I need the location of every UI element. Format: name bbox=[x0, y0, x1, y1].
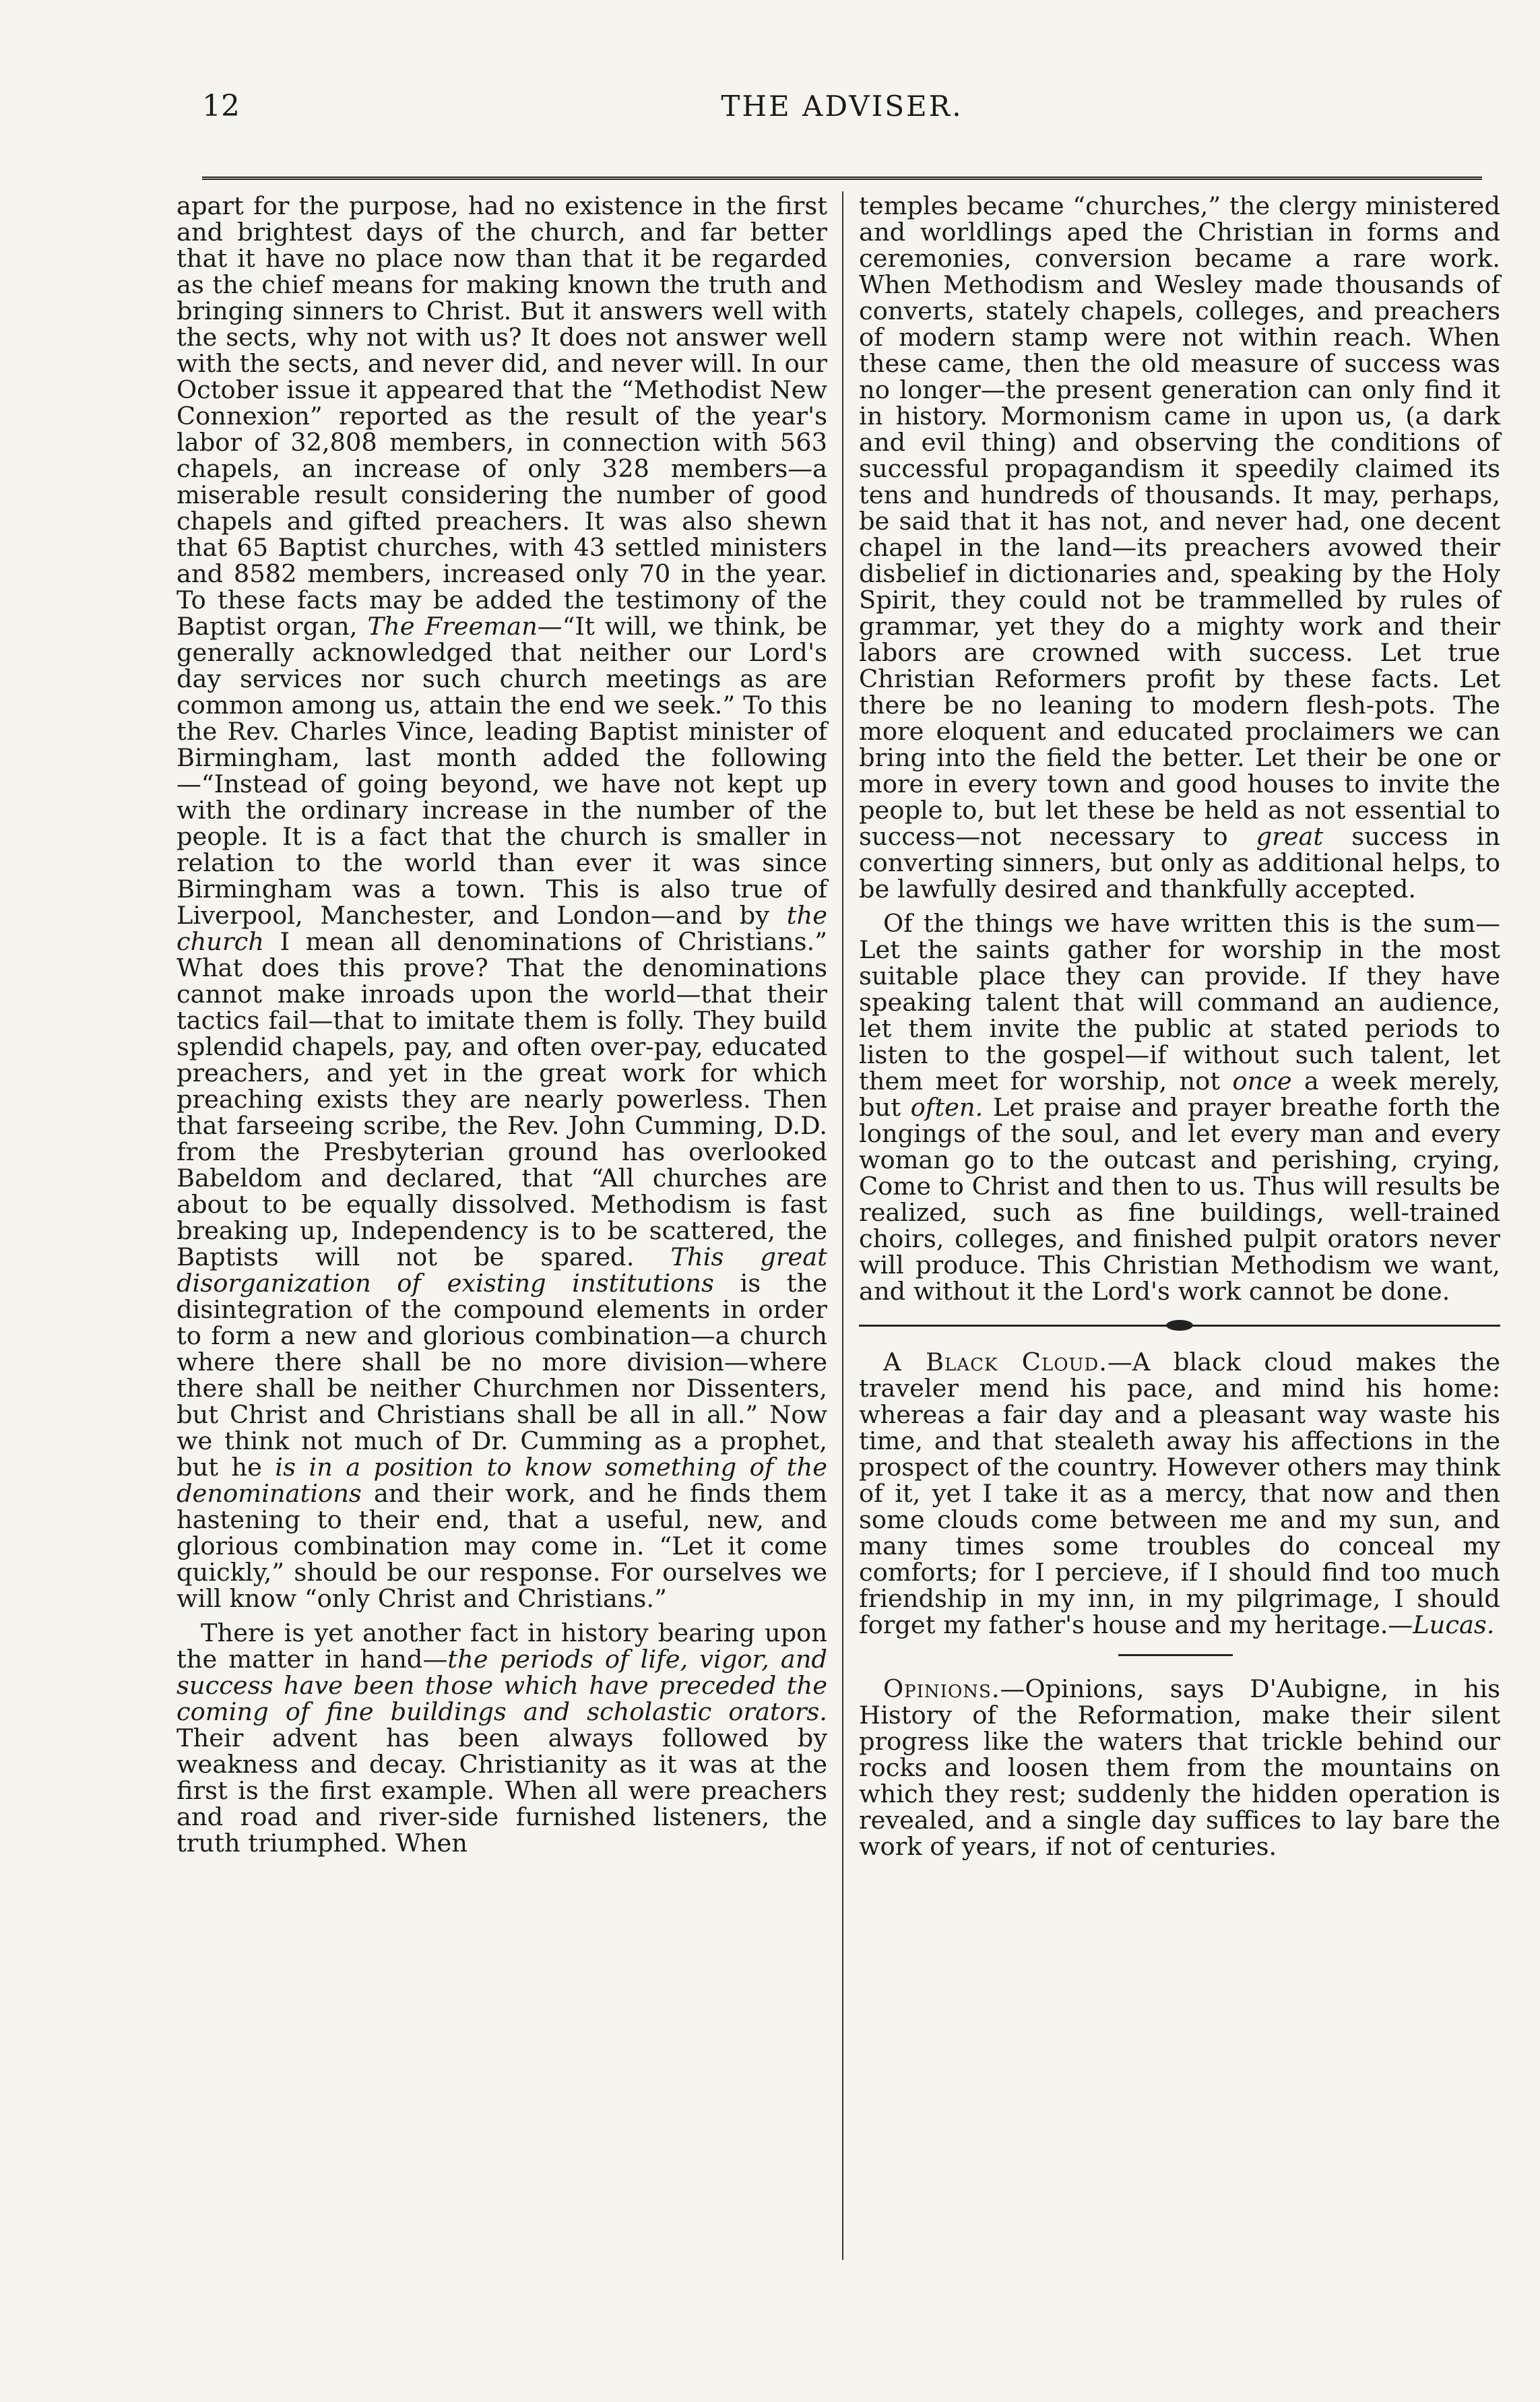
right-column bbox=[859, 193, 1500, 1860]
header-rule bbox=[202, 177, 1482, 183]
black-cloud-author: Lucas. bbox=[1413, 1610, 1495, 1639]
black-cloud-article: A Black Cloud.—A black cloud makes the traveler mend his pace, and mind his home: whereas a fair day and a pleasant way waste his time, and that stealeth away his affections in the prospect of the country. However others may think of it, yet I take it as a mercy, that now and then some clouds come between me and my sun, and many times some troubles do conceal my comforts; for I percieve, if I should find too much friendship in my inn, in my pilgrimage, I should forget my father's house and my heritage.—Lucas. bbox=[859, 1348, 1500, 1639]
opinions-article: Opinions.—Opinions, says D'Aubigne, in his History of the Reformation, make their silent progress like the waters that trickle behind our rocks and loosen them from the mountains on which they rest; suddenly the hidden operation is revealed, and a single day suffices to lay bare the work of years, if not of centuries. bbox=[859, 1674, 1500, 1861]
ornament-dot bbox=[1166, 1320, 1193, 1331]
right-paragraph-1: temples became “churches,” the clergy ministered and worldlings aped the Christian in forms and ceremonies, conversion became a rare work. When Methodism and Wesley made thousands of converts, stately chapels, colleges, and preachers of modern stamp were not within reach. When these came, then the old measure of success was no longer—the present generation can only find it in history. Mormonism came in upon us, (a dark and evil thing) and observing the conditions of successful propagandism it speedily claimed its tens and hundreds of thousands. It may, perhaps, be said that it has not, and never had, one decent chapel in the land—its preachers avowed their disbelief in dictionaries and, speaking by the Holy Spirit, they could not be trammelled by rules of grammar, yet they do a mighty work and their labors are crowned with success. Let true Christian Reformers profit by these facts. Let there be no leaning to modern flesh-pots. The more eloquent and educated proclaimers we can bring into the field the better. Let their be one or more in every town and good houses to invite the people to, but let these be held as not essential to success—not necessary to great success in converting sinners, but only as additional helps, to be lawfully desired and thankfully accepted. bbox=[859, 191, 1500, 904]
italic-freeman: The Freeman bbox=[367, 612, 538, 641]
italic-position-to-know: is in a position to know something of the denominations bbox=[177, 1453, 827, 1508]
black-cloud-title: A Black Cloud. bbox=[883, 1348, 1108, 1377]
italic-the-church: the church bbox=[177, 901, 827, 956]
italic-great: great bbox=[1256, 822, 1324, 851]
italic-often: often. bbox=[910, 1093, 984, 1122]
page-header bbox=[202, 86, 1482, 140]
opinions-title: Opinions. bbox=[883, 1674, 1000, 1703]
italic-periods-of-life: the periods of life, vigor, and success have been those which have preceded the coming of fine buildings and scholastic orators. bbox=[177, 1645, 827, 1726]
left-paragraph-2: There is yet another fact in history bearing upon the matter in hand—the periods of life, vigor, and success have been those which have preceded the coming of fine buildings and scholastic orators. Their advent has been always followed by weakness and decay. Christianity as it was at the first is the first example. When all were preachers and road and river-side furnished listeners, the truth triumphed. When bbox=[177, 1618, 827, 1858]
running-title: THE ADVISER. bbox=[721, 90, 963, 123]
italic-disorganization: This great disorganization of existing institutions bbox=[177, 1242, 827, 1298]
right-paragraph-2: Of the things we have written this is the sum—Let the saints gather for worship in the most suitable place they can provide. If they have speaking talent that will command an audience, let them invite the public at stated periods to listen to the gospel—if without such talent, let them meet for worship, not once a week merely, but often. Let praise and prayer breathe forth the longings of the soul, and let every man and every woman go to the outcast and perishing, crying, Come to Christ and then to us. Thus will results be realized, such as fine buildings, well-trained choirs, colleges, and finished pulpit orators never will produce. This Christian Methodism we want, and without it the Lord's work cannot be done. bbox=[859, 909, 1501, 1306]
short-rule bbox=[1118, 1654, 1233, 1656]
italic-once: once bbox=[1232, 1067, 1292, 1096]
column-divider bbox=[842, 191, 843, 2260]
left-column bbox=[177, 193, 827, 1856]
page-number: 12 bbox=[202, 89, 240, 123]
short-divider bbox=[859, 1638, 1500, 1676]
ornament-divider bbox=[859, 1304, 1500, 1349]
left-paragraph-1: apart for the purpose, had no existence in the first and brightest days of the church, and far better that it have no place now than that it be regarded as the chief means for making known the truth and bringing sinners to Christ. But it answers well with the sects, why not with us? It does not answer well with the sects, and never did, and never will. In our October issue it appeared that the “Methodist New Connexion” reported as the result of the year's labor of 32,808 members, in connection with 563 chapels, an increase of only 328 members—a miserable result considering the number of good chapels and gifted preachers. It was also shewn that 65 Baptist churches, with 43 settled ministers and 8582 members, increased only 70 in the year. To these facts may be added the testimony of the Baptist organ, The Freeman—“It will, we think, be generally acknowledged that neither our Lord's day services nor such church meetings as are common among us, attain the end we seek.” To this the Rev. Charles Vince, leading Baptist minister of Birmingham, last month added the following—“Instead of going beyond, we have not kept up with the ordinary increase in the number of the people. It is a fact that the church is smaller in relation to the world than ever it was since Birmingham was a town. This is also true of Liverpool, Manchester, and London—and by the church I mean all denominations of Christians.” What does this prove? That the denominations cannot make inroads upon the world—that their tactics fail—that to imitate them is folly. They build splendid chapels, pay, and often over-pay, educated preachers, and yet in the great work for which preaching exists they are nearly powerless. Then that farseeing scribe, the Rev. John Cumming, D.D. from the Presbyterian ground has overlooked Babeldom and declared, that “All churches are about to be equally dissolved. Methodism is fast breaking up, Independency is to be scattered, the Baptists will not be spared. This great disorganization of existing institutions is the disintegration of the compound elements in order to form a new and glorious combination—a church where there shall be no more division—where there shall be neither Churchmen nor Dissenters, but Christ and Christians shall be all in all.” Now we think not much of Dr. Cumming as a prophet, but he is in a position to know something of the denominations and their work, and he finds them hastening to their end, that a useful, new, and glorious combination may come in. “Let it come quickly,” should be our response. For ourselves we will know “only Christ and Christians.” bbox=[177, 191, 828, 1613]
